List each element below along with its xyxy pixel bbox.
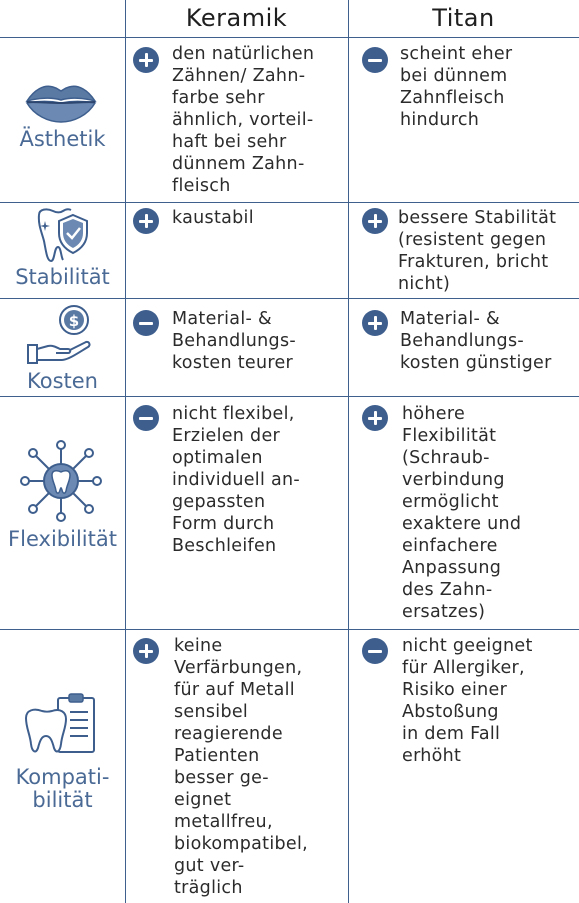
header-titan: Titan — [432, 4, 495, 32]
tooth-clipboard-icon — [24, 692, 98, 756]
column-divider — [348, 0, 349, 903]
row-divider — [0, 396, 579, 397]
plus-icon — [133, 208, 159, 234]
row-divider — [0, 298, 579, 299]
hand-coin-icon — [26, 303, 94, 367]
category-label: Kosten — [27, 369, 98, 393]
titan-text: scheint eher bei dünnem Zahnfleisch hindurch — [400, 44, 513, 130]
tooth-shield-icon — [33, 207, 91, 263]
row-divider — [0, 629, 579, 630]
category-label: Ästhetik — [19, 127, 106, 151]
tooth-network-icon — [19, 439, 103, 523]
plus-icon — [133, 47, 159, 73]
row-divider — [0, 37, 579, 38]
column-divider — [125, 0, 126, 903]
category-label: Stabilität — [15, 265, 110, 289]
minus-icon — [362, 47, 388, 73]
plus-icon — [362, 310, 388, 336]
keramik-text: den natürlichen Zähnen/ Zahn- farbe sehr ähnlich, vorteil- haft bei sehr dünnem Zahn- fleisch — [172, 44, 315, 196]
keramik-text: keine Verfärbungen, für auf Metall sensibel reagierende Patienten besser ge- eignet metallfreu, biokompatibel, gut ver- träglich — [174, 636, 308, 898]
titan-text: Material- & Behandlungs- kosten günstiger — [400, 309, 552, 373]
category-label: Kompati- bilität — [15, 765, 110, 812]
minus-icon — [133, 310, 159, 336]
plus-icon — [362, 405, 388, 431]
category-label: Flexibilität — [8, 527, 117, 551]
row-divider — [0, 202, 579, 203]
minus-icon — [362, 638, 388, 664]
keramik-text: kaustabil — [172, 208, 254, 228]
keramik-text: Material- & Behandlungs- kosten teurer — [172, 309, 296, 373]
svg-text:$: $ — [68, 312, 80, 330]
minus-icon — [133, 405, 159, 431]
plus-icon — [133, 638, 159, 664]
keramik-text: nicht flexibel, Erzielen der optimalen individuell an- gepassten Form durch Beschleifen — [172, 404, 301, 556]
lips-icon — [24, 82, 98, 124]
titan-text: bessere Stabilität (resistent gegen Frakturen, bricht nicht) — [398, 208, 557, 294]
plus-icon — [362, 208, 388, 234]
header-keramik: Keramik — [185, 4, 288, 32]
titan-text: höhere Flexibilität (Schraub- verbindung ermöglicht exaktere und einfachere Anpassung des Zahn- ersatzes) — [402, 404, 522, 622]
titan-text: nicht geeignet für Allergiker, Risiko einer Abstoßung in dem Fall erhöht — [402, 636, 533, 766]
